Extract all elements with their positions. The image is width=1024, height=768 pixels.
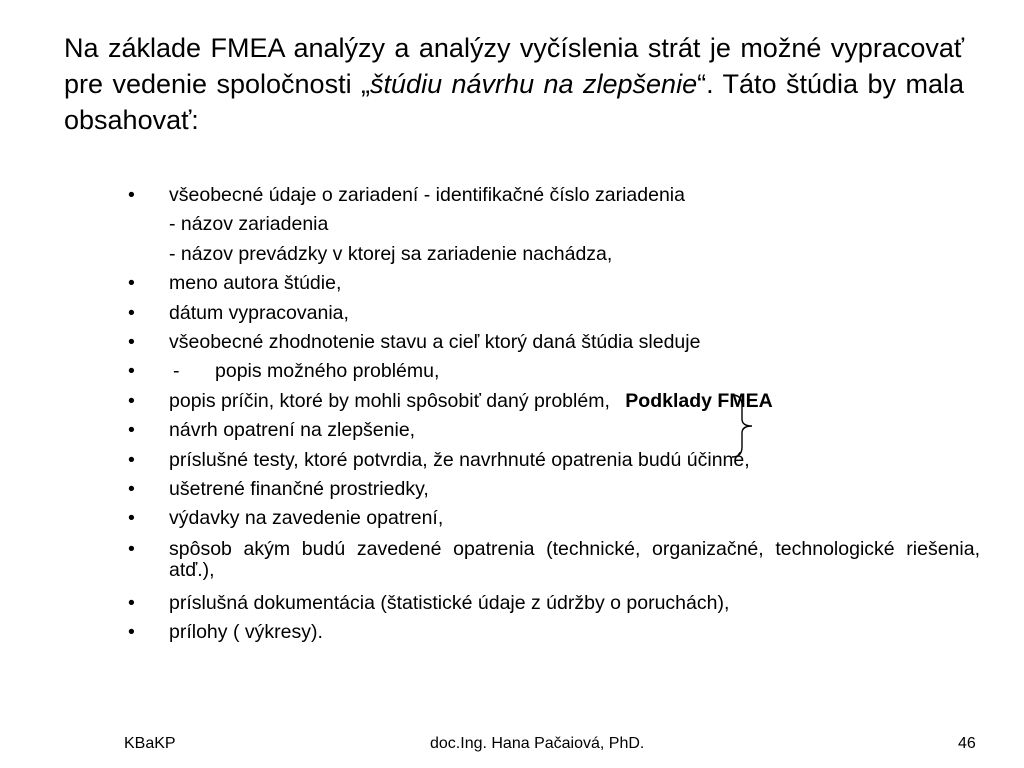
- item-text: spôsob akým budú zavedené opatrenia (technické, organizačné, technologické riešenia, atď.),: [169, 537, 980, 581]
- study-contents-list: [128, 181, 980, 647]
- item-text: popis príčin, ktoré by mohli spôsobiť daný problém,: [169, 389, 610, 412]
- list-item-savings: [128, 475, 980, 504]
- list-item-documentation: [128, 589, 980, 618]
- list-item-assessment: [128, 328, 980, 357]
- bullet-icon: •: [128, 360, 135, 383]
- sub-item-operation-name: - názov prevádzky v ktorej sa zariadenie nachádza,: [169, 242, 613, 265]
- list-item-causes: [128, 387, 980, 416]
- footer-left: KBaKP: [124, 735, 176, 752]
- intro-emphasis: štúdiu návrhu na zlepšenie: [370, 69, 698, 99]
- bullet-icon: •: [128, 477, 135, 500]
- list-item-measures: [128, 416, 980, 445]
- bullet-icon: •: [128, 507, 135, 530]
- list-item-expenses: [128, 504, 980, 533]
- list-item-general-data: [128, 181, 980, 210]
- item-text: dátum vypracovania,: [169, 301, 349, 324]
- item-text: výdavky na zavedenie opatrení,: [169, 507, 444, 530]
- bullet-icon: •: [128, 537, 135, 560]
- list-item-date: [128, 299, 980, 328]
- list-item-problem: [128, 357, 980, 386]
- list-item-author: [128, 269, 980, 298]
- list-item-attachments: [128, 618, 980, 647]
- footer-author: doc.Ing. Hana Pačaiová, PhD.: [430, 735, 645, 752]
- brace-icon: [728, 393, 756, 459]
- bullet-icon: •: [128, 448, 135, 471]
- item-text: ušetrené finančné prostriedky,: [169, 477, 429, 500]
- item-text: návrh opatrení na zlepšenie,: [169, 419, 416, 442]
- bullet-icon: •: [128, 184, 135, 206]
- fmea-basis-label: Podklady FMEA: [625, 389, 773, 412]
- bullet-icon: •: [128, 330, 135, 353]
- intro-text-end: “. Táto štúdia by mala obsahovať:: [64, 69, 965, 135]
- bullet-icon: •: [128, 419, 135, 442]
- bullet-icon: •: [128, 301, 135, 324]
- problem-dash: -: [173, 360, 180, 383]
- sub-item-device-name: - názov zariadenia: [169, 213, 329, 236]
- item-text: všeobecné zhodnotenie stavu a cieľ ktorý daná štúdia sleduje: [169, 330, 701, 353]
- bullet-icon: •: [128, 272, 135, 295]
- item-text: popis možného problému,: [215, 360, 440, 383]
- bullet-icon: •: [128, 389, 135, 412]
- bullet-icon: •: [128, 591, 135, 614]
- list-item-method: [128, 534, 980, 589]
- item-text: meno autora štúdie,: [169, 272, 342, 295]
- bullet-icon: •: [128, 621, 135, 644]
- item-text: všeobecné údaje o zariadení - identifikačné číslo zariadenia: [169, 184, 685, 206]
- list-item-tests: [128, 446, 980, 475]
- item-text: príslušná dokumentácia (štatistické údaje z údržby o poruchách),: [169, 591, 730, 614]
- page-number: 46: [958, 735, 976, 752]
- item-text: príslušné testy, ktoré potvrdia, že navrhnuté opatrenia budú účinné,: [169, 448, 750, 471]
- intro-text-start: Na základe FMEA analýzy a analýzy vyčíslenia strát je možné vypracovať pre vedenie spoločnosti „: [64, 33, 964, 99]
- item-text: prílohy ( výkresy).: [169, 621, 323, 644]
- intro-paragraph: [64, 30, 964, 138]
- brace-path: [732, 395, 752, 457]
